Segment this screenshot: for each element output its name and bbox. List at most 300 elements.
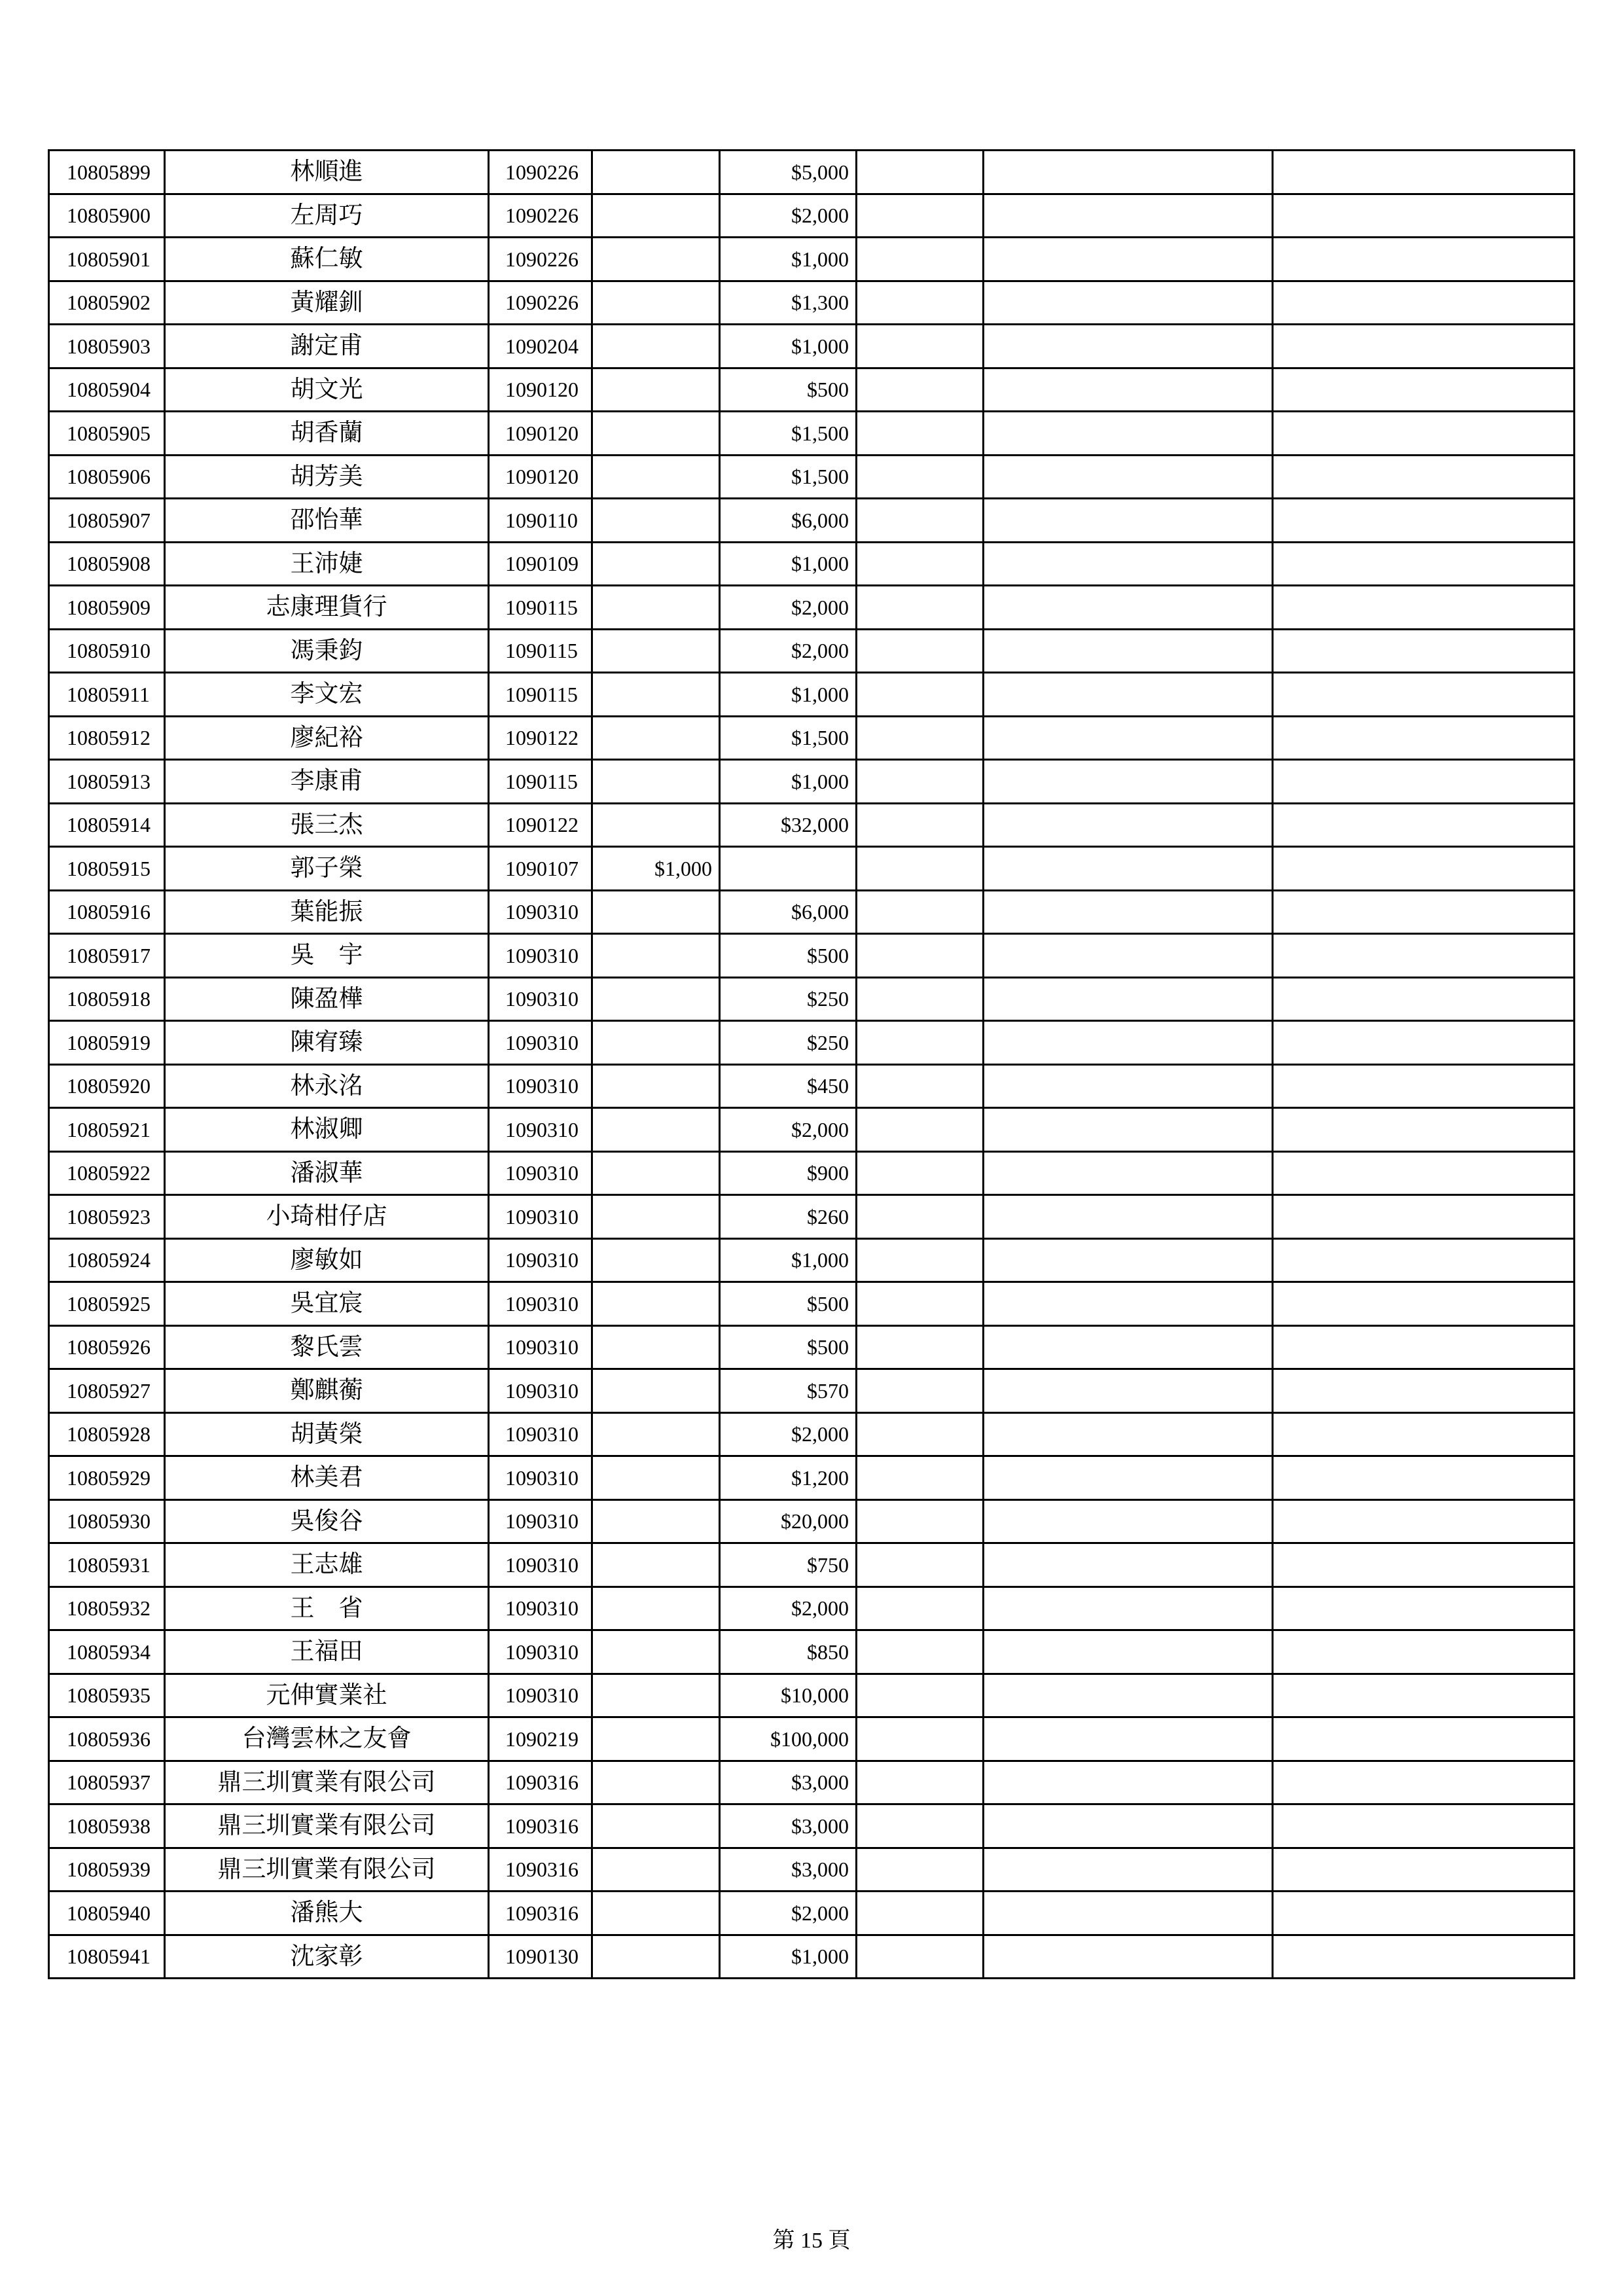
table-row [49,1282,1575,1326]
record-id-cell: 10805931 [49,1543,165,1587]
table-row [49,1717,1575,1761]
donor-name-cell: 林永洺 [165,1064,489,1108]
empty-cell [984,586,1273,630]
amount-cell-2: $250 [720,977,857,1021]
record-id-cell: 10805922 [49,1151,165,1195]
empty-cell [1273,760,1575,804]
record-id-cell: 10805930 [49,1499,165,1543]
empty-cell [984,977,1273,1021]
empty-cell [857,1587,984,1630]
donor-name-cell: 鼎三圳實業有限公司 [165,1761,489,1804]
table-row [49,890,1575,934]
empty-cell [984,1804,1273,1848]
donor-name-cell: 王福田 [165,1630,489,1674]
record-id-cell: 10805912 [49,716,165,760]
amount-cell-1 [592,1064,720,1108]
empty-cell [857,934,984,978]
record-id-cell: 10805918 [49,977,165,1021]
amount-cell-1 [592,890,720,934]
amount-cell-1 [592,368,720,412]
table-row [49,1456,1575,1500]
amount-cell-2: $100,000 [720,1717,857,1761]
amount-cell-2: $750 [720,1543,857,1587]
record-id-cell: 10805938 [49,1804,165,1848]
amount-cell-1 [592,716,720,760]
empty-cell [1273,1804,1575,1848]
donor-name-cell: 沈家彰 [165,1935,489,1979]
donor-name-cell: 鼎三圳實業有限公司 [165,1804,489,1848]
donor-name-cell: 廖紀裕 [165,716,489,760]
empty-cell [984,1761,1273,1804]
amount-cell-1 [592,542,720,586]
record-id-cell: 10805915 [49,847,165,891]
empty-cell [857,586,984,630]
table-row [49,1021,1575,1065]
amount-cell-1 [592,1543,720,1587]
record-id-cell: 10805909 [49,586,165,630]
empty-cell [857,194,984,238]
table-row [49,151,1575,194]
date-cell: 1090115 [489,673,592,717]
empty-cell [984,1935,1273,1979]
amount-cell-2: $250 [720,1021,857,1065]
date-cell: 1090310 [489,1543,592,1587]
empty-cell [984,1282,1273,1326]
donor-name-cell: 胡香蘭 [165,412,489,456]
empty-cell [1273,1674,1575,1717]
date-cell: 1090310 [489,1282,592,1326]
empty-cell [857,1369,984,1413]
date-cell: 1090310 [489,1630,592,1674]
table-row [49,542,1575,586]
empty-cell [857,1064,984,1108]
amount-cell-2: $1,300 [720,281,857,325]
empty-cell [857,1108,984,1152]
table-row [49,1325,1575,1369]
record-id-cell: 10805940 [49,1892,165,1935]
empty-cell [984,629,1273,673]
record-id-cell: 10805901 [49,238,165,281]
donation-ledger-table [48,149,1575,1979]
empty-cell [857,1151,984,1195]
table-row [49,847,1575,891]
amount-cell-2: $2,000 [720,1108,857,1152]
table-row [49,1630,1575,1674]
empty-cell [1273,586,1575,630]
donor-name-cell: 鼎三圳實業有限公司 [165,1848,489,1892]
empty-cell [1273,1761,1575,1804]
amount-cell-1 [592,1369,720,1413]
amount-cell-2: $2,000 [720,586,857,630]
record-id-cell: 10805919 [49,1021,165,1065]
donor-name-cell: 左周巧 [165,194,489,238]
amount-cell-2 [720,847,857,891]
empty-cell [984,1717,1273,1761]
empty-cell [984,1630,1273,1674]
date-cell: 1090109 [489,542,592,586]
empty-cell [857,542,984,586]
date-cell: 1090310 [489,1108,592,1152]
amount-cell-2: $850 [720,1630,857,1674]
amount-cell-1 [592,1282,720,1326]
record-id-cell: 10805936 [49,1717,165,1761]
empty-cell [857,890,984,934]
empty-cell [984,803,1273,847]
record-id-cell: 10805924 [49,1238,165,1282]
table-row [49,1761,1575,1804]
empty-cell [984,934,1273,978]
date-cell: 1090316 [489,1892,592,1935]
donor-name-cell: 台灣雲林之友會 [165,1717,489,1761]
empty-cell [984,1543,1273,1587]
donor-name-cell: 吳 宇 [165,934,489,978]
empty-cell [857,1456,984,1500]
amount-cell-1 [592,1195,720,1239]
amount-cell-2: $2,000 [720,629,857,673]
donor-name-cell: 元伸實業社 [165,1674,489,1717]
date-cell: 1090310 [489,1369,592,1413]
empty-cell [984,1325,1273,1369]
empty-cell [1273,1848,1575,1892]
empty-cell [984,1021,1273,1065]
date-cell: 1090115 [489,629,592,673]
empty-cell [857,1848,984,1892]
date-cell: 1090310 [489,1325,592,1369]
amount-cell-2: $3,000 [720,1848,857,1892]
record-id-cell: 10805917 [49,934,165,978]
amount-cell-1 [592,1151,720,1195]
amount-cell-1 [592,977,720,1021]
empty-cell [984,1587,1273,1630]
record-id-cell: 10805927 [49,1369,165,1413]
date-cell: 1090310 [489,1064,592,1108]
record-id-cell: 10805902 [49,281,165,325]
empty-cell [857,1412,984,1456]
empty-cell [857,281,984,325]
empty-cell [1273,1108,1575,1152]
amount-cell-2: $2,000 [720,1892,857,1935]
empty-cell [1273,716,1575,760]
empty-cell [1273,1717,1575,1761]
empty-cell [1273,412,1575,456]
date-cell: 1090310 [489,1151,592,1195]
amount-cell-1 [592,194,720,238]
donor-name-cell: 謝定甫 [165,325,489,368]
amount-cell-2: $1,000 [720,542,857,586]
donor-name-cell: 鄭麒蘅 [165,1369,489,1413]
empty-cell [984,368,1273,412]
record-id-cell: 10805923 [49,1195,165,1239]
date-cell: 1090115 [489,586,592,630]
table-row [49,1848,1575,1892]
donor-name-cell: 胡黃榮 [165,1412,489,1456]
empty-cell [984,194,1273,238]
empty-cell [984,1108,1273,1152]
donor-name-cell: 王 省 [165,1587,489,1630]
table-row [49,1499,1575,1543]
table-row [49,716,1575,760]
table-row [49,1238,1575,1282]
table-row [49,1935,1575,1979]
date-cell: 1090226 [489,151,592,194]
table-row [49,412,1575,456]
empty-cell [1273,368,1575,412]
date-cell: 1090122 [489,803,592,847]
amount-cell-2: $500 [720,1325,857,1369]
table-row [49,977,1575,1021]
record-id-cell: 10805926 [49,1325,165,1369]
empty-cell [984,238,1273,281]
empty-cell [857,629,984,673]
date-cell: 1090204 [489,325,592,368]
record-id-cell: 10805899 [49,151,165,194]
empty-cell [857,1325,984,1369]
empty-cell [857,1761,984,1804]
table-row [49,368,1575,412]
donor-name-cell: 胡文光 [165,368,489,412]
donor-name-cell: 胡芳美 [165,455,489,499]
amount-cell-2: $500 [720,934,857,978]
record-id-cell: 10805925 [49,1282,165,1326]
empty-cell [857,151,984,194]
empty-cell [984,1499,1273,1543]
date-cell: 1090310 [489,1195,592,1239]
donor-name-cell: 吳宜宸 [165,1282,489,1326]
empty-cell [984,716,1273,760]
table-row [49,629,1575,673]
date-cell: 1090226 [489,281,592,325]
record-id-cell: 10805929 [49,1456,165,1500]
empty-cell [1273,934,1575,978]
donor-name-cell: 潘熊大 [165,1892,489,1935]
amount-cell-2: $2,000 [720,1587,857,1630]
record-id-cell: 10805913 [49,760,165,804]
amount-cell-2: $10,000 [720,1674,857,1717]
amount-cell-2: $6,000 [720,890,857,934]
amount-cell-2: $6,000 [720,499,857,543]
amount-cell-1 [592,629,720,673]
empty-cell [1273,1499,1575,1543]
record-id-cell: 10805941 [49,1935,165,1979]
empty-cell [1273,1064,1575,1108]
donor-name-cell: 志康理貨行 [165,586,489,630]
ledger-body [49,151,1575,1979]
date-cell: 1090310 [489,1456,592,1500]
amount-cell-2: $1,000 [720,325,857,368]
amount-cell-2: $3,000 [720,1761,857,1804]
empty-cell [984,455,1273,499]
empty-cell [1273,1892,1575,1935]
amount-cell-1 [592,803,720,847]
empty-cell [857,847,984,891]
amount-cell-2: $2,000 [720,194,857,238]
empty-cell [984,673,1273,717]
donor-name-cell: 陳宥臻 [165,1021,489,1065]
date-cell: 1090226 [489,238,592,281]
donor-name-cell: 林美君 [165,1456,489,1500]
empty-cell [857,803,984,847]
date-cell: 1090120 [489,368,592,412]
date-cell: 1090115 [489,760,592,804]
empty-cell [1273,238,1575,281]
record-id-cell: 10805928 [49,1412,165,1456]
table-row [49,194,1575,238]
empty-cell [984,1848,1273,1892]
date-cell: 1090310 [489,934,592,978]
empty-cell [1273,542,1575,586]
record-id-cell: 10805900 [49,194,165,238]
empty-cell [857,1804,984,1848]
amount-cell-1 [592,1325,720,1369]
empty-cell [857,1195,984,1239]
amount-cell-2: $450 [720,1064,857,1108]
amount-cell-2: $1,000 [720,238,857,281]
date-cell: 1090310 [489,1674,592,1717]
record-id-cell: 10805907 [49,499,165,543]
donor-name-cell: 陳盈樺 [165,977,489,1021]
record-id-cell: 10805934 [49,1630,165,1674]
empty-cell [1273,194,1575,238]
donor-name-cell: 李文宏 [165,673,489,717]
record-id-cell: 10805905 [49,412,165,456]
empty-cell [857,325,984,368]
table-row [49,1804,1575,1848]
donor-name-cell: 林順進 [165,151,489,194]
empty-cell [984,1238,1273,1282]
table-row [49,238,1575,281]
empty-cell [1273,1151,1575,1195]
record-id-cell: 10805908 [49,542,165,586]
empty-cell [857,760,984,804]
amount-cell-2: $5,000 [720,151,857,194]
record-id-cell: 10805904 [49,368,165,412]
empty-cell [1273,1282,1575,1326]
table-row [49,281,1575,325]
amount-cell-2: $1,000 [720,673,857,717]
amount-cell-1 [592,1108,720,1152]
date-cell: 1090120 [489,412,592,456]
amount-cell-2: $3,000 [720,1804,857,1848]
amount-cell-2: $1,000 [720,1935,857,1979]
donor-name-cell: 黃耀釧 [165,281,489,325]
table-row [49,325,1575,368]
empty-cell [1273,847,1575,891]
empty-cell [857,499,984,543]
empty-cell [984,760,1273,804]
empty-cell [857,673,984,717]
empty-cell [1273,1587,1575,1630]
empty-cell [984,1674,1273,1717]
empty-cell [857,1238,984,1282]
amount-cell-1 [592,1630,720,1674]
record-id-cell: 10805935 [49,1674,165,1717]
empty-cell [984,1369,1273,1413]
empty-cell [857,238,984,281]
amount-cell-1 [592,1717,720,1761]
amount-cell-2: $2,000 [720,1412,857,1456]
date-cell: 1090310 [489,1021,592,1065]
table-row [49,1543,1575,1587]
donor-name-cell: 廖敏如 [165,1238,489,1282]
record-id-cell: 10805911 [49,673,165,717]
donor-name-cell: 王沛婕 [165,542,489,586]
empty-cell [984,890,1273,934]
table-row [49,1064,1575,1108]
empty-cell [1273,455,1575,499]
table-row [49,455,1575,499]
donor-name-cell: 黎氏雲 [165,1325,489,1369]
date-cell: 1090310 [489,890,592,934]
amount-cell-1 [592,1761,720,1804]
empty-cell [1273,499,1575,543]
table-row [49,586,1575,630]
amount-cell-1 [592,934,720,978]
empty-cell [1273,1021,1575,1065]
empty-cell [984,542,1273,586]
donor-name-cell: 吳俊谷 [165,1499,489,1543]
table-row [49,673,1575,717]
empty-cell [984,1456,1273,1500]
amount-cell-2: $1,500 [720,455,857,499]
amount-cell-1 [592,586,720,630]
amount-cell-2: $32,000 [720,803,857,847]
donor-name-cell: 邵怡華 [165,499,489,543]
amount-cell-2: $1,500 [720,412,857,456]
amount-cell-2: $260 [720,1195,857,1239]
donor-name-cell: 李康甫 [165,760,489,804]
table-row [49,1151,1575,1195]
amount-cell-1 [592,1021,720,1065]
amount-cell-1 [592,412,720,456]
table-row [49,760,1575,804]
empty-cell [984,325,1273,368]
empty-cell [1273,1412,1575,1456]
empty-cell [984,1151,1273,1195]
table-row [49,1892,1575,1935]
empty-cell [857,1282,984,1326]
table-row [49,1369,1575,1413]
empty-cell [1273,977,1575,1021]
date-cell: 1090226 [489,194,592,238]
date-cell: 1090219 [489,1717,592,1761]
empty-cell [984,281,1273,325]
table-row [49,1108,1575,1152]
empty-cell [857,1499,984,1543]
amount-cell-1 [592,238,720,281]
empty-cell [984,151,1273,194]
record-id-cell: 10805910 [49,629,165,673]
empty-cell [857,716,984,760]
amount-cell-1 [592,1412,720,1456]
empty-cell [1273,890,1575,934]
table-row [49,1412,1575,1456]
amount-cell-2: $500 [720,368,857,412]
empty-cell [1273,151,1575,194]
empty-cell [984,412,1273,456]
donor-name-cell: 蘇仁敏 [165,238,489,281]
donor-name-cell: 林淑卿 [165,1108,489,1152]
amount-cell-1 [592,281,720,325]
record-id-cell: 10805914 [49,803,165,847]
empty-cell [1273,1325,1575,1369]
amount-cell-1 [592,325,720,368]
page-number: 第 15 頁 [772,2229,851,2253]
empty-cell [1273,673,1575,717]
amount-cell-1 [592,1499,720,1543]
date-cell: 1090310 [489,1238,592,1282]
empty-cell [1273,1456,1575,1500]
amount-cell-2: $1,200 [720,1456,857,1500]
